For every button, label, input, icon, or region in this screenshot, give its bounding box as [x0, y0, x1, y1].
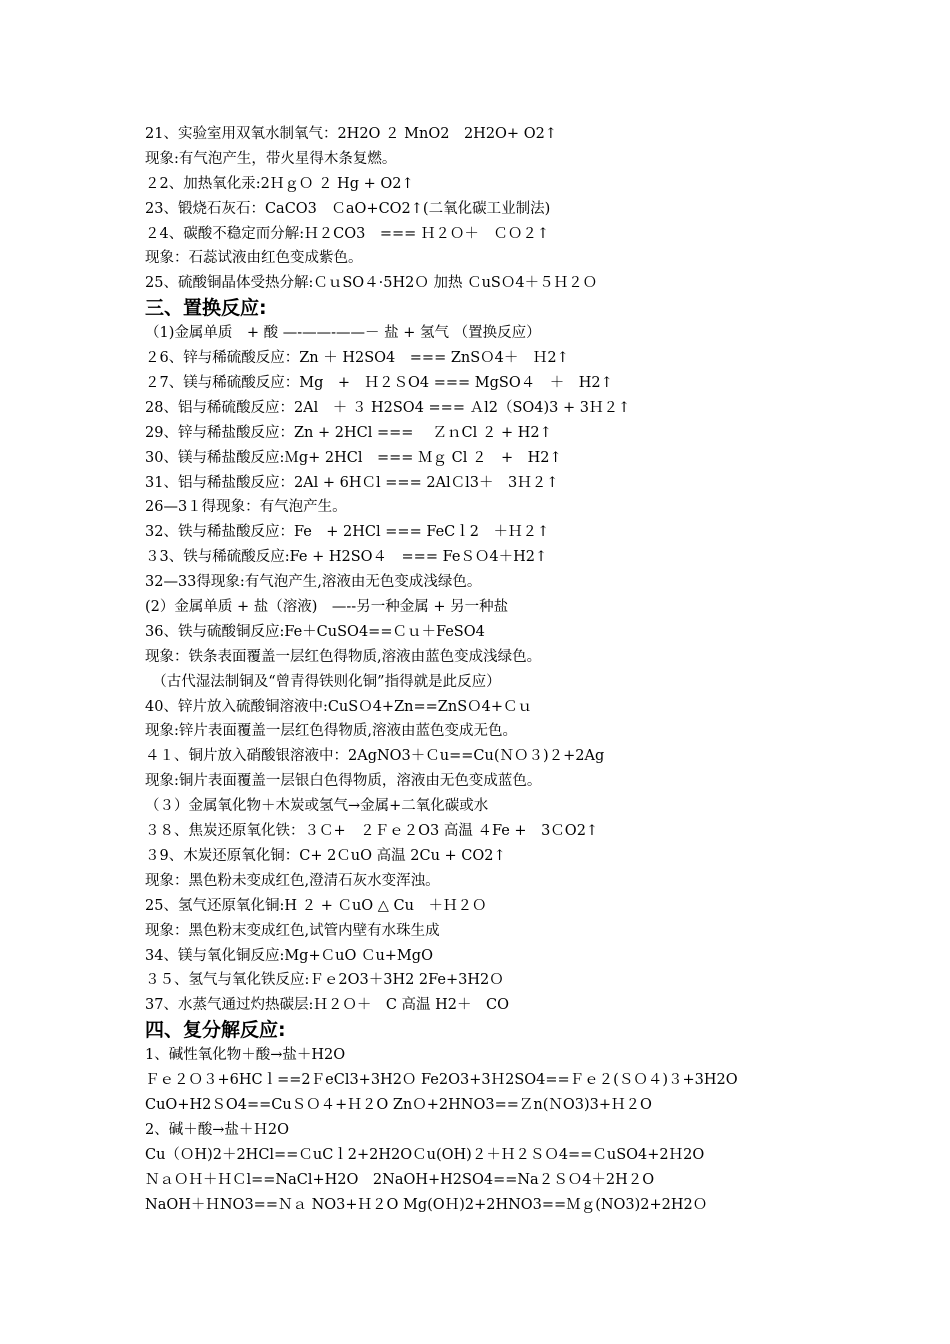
- text-line: 现象：铁条表面覆盖一层红色得物质,溶液由蓝色变成浅绿色。: [145, 648, 542, 665]
- text-line: ２6、锌与稀硫酸反应：Zn ＋ H2SO4 === ZnSＯ4＋ Ｈ2↑: [145, 350, 569, 367]
- text-line: 21、实验室用双氧水制氧气：2H2O ２ MnO2 2H2O+ O2↑: [145, 126, 557, 142]
- text-line: 32、铁与稀盐酸反应：Fe + 2HCl === FeCｌ2 ＋Ｈ２↑: [145, 524, 550, 541]
- text-line: 29、锌与稀盐酸反应：Zn + 2HCl === ＺｎCl ２ + H2↑: [145, 424, 552, 441]
- text-line: 现象:锌片表面覆盖一层红色得物质,溶液由蓝色变成无色。: [145, 723, 517, 740]
- text-line: ＮａＯＨ＋ＨＣl==NaCl+H2O 2NaOH+H2SO4==Na２ＳＯ4＋2H２O: [145, 1171, 655, 1188]
- text-line: 25、氢气还原氧化铜:H ２ + ＣuO △ Cu ＋Ｈ２Ｏ: [145, 897, 487, 914]
- text-line: ３3、铁与稀硫酸反应:Fe + H2SO４ === FeＳＯ4＋H2↑: [145, 549, 548, 566]
- text-line: 现象:有气泡产生，带火星得木条复燃。: [145, 150, 397, 167]
- text-line: ２4、碳酸不稳定而分解:Ｈ２CO3 === Ｈ２Ｏ＋ ＣＯ２↑: [145, 225, 550, 242]
- text-line: 23、锻烧石灰石：CaCO3 ＣaO+CO2↑(二氧化碳工业制法): [145, 200, 551, 217]
- text-line: （古代湿法制铜及“曾青得铁则化铜”指得就是此反应）: [145, 673, 501, 690]
- text-line: 2、碱＋酸→盐＋Ｈ2O: [145, 1121, 289, 1138]
- text-line: 37、水蒸气通过灼热碳层:Ｈ２Ｏ＋ C 高温 H2＋ CO: [145, 997, 509, 1014]
- text-line: ２2、加热氧化汞:2ＨｇＯ ２ Hg + O2↑: [145, 175, 414, 192]
- text-line: ３５、氢气与氧化铁反应:Ｆｅ2O3＋3H2 2Fe+3H2Ｏ: [145, 972, 504, 989]
- text-line: Cu（ＯH)2＋2HCl==ＣuCｌ2+2H2OＣu(OH)２＋Ｈ２ＳＯ4==ＣuSO4+2Ｈ2O: [145, 1146, 705, 1163]
- text-line: 26—3１得现象：有气泡产生。: [145, 499, 347, 516]
- document-page: [145, 122, 845, 1217]
- text-line: 31、铝与稀盐酸反应：2Al + 6HＣl === 2AlＣl3＋ 3Ｈ２↑: [145, 474, 559, 491]
- text-line: ４１、铜片放入硝酸银溶液中：2AgNO3＋Ｃu==Cu(ＮＯ３)２+2Ag: [145, 748, 605, 765]
- text-line: 34、镁与氧化铜反应:Mg+ＣuO Ｃu+MgO: [145, 947, 433, 964]
- text-line: CuO+H2ＳO4==CuＳＯ４+Ｈ２O ZnＯ+2HNO3==Ｚn(ＮO3)3+Ｈ２O: [145, 1096, 652, 1113]
- text-line: 现象:铜片表面覆盖一层银白色得物质，溶液由无色变成蓝色。: [145, 773, 542, 790]
- text-line: 现象：石蕊试液由红色变成紫色。: [145, 250, 363, 267]
- text-line: ３８、焦炭还原氧化铁：３Ｃ+ ２Ｆｅ２O3 高温 ４Fe + 3ＣO2↑: [145, 823, 599, 840]
- text-line: （３）金属氧化物＋木炭或氢气→金属+二氧化碳或水: [145, 798, 489, 815]
- section-heading: 四、复分解反应:: [145, 1019, 286, 1042]
- text-line: 现象：黑色粉末变成红色,试管内壁有水珠生成: [145, 922, 440, 939]
- text-line: Ｆｅ２Ｏ３+6HCｌ==2ＦeCl3+3H2Ｏ Fe2O3+3Ｈ2SO4==Ｆｅ２(ＳＯ４)３+3H2O: [145, 1072, 738, 1089]
- text-line: ３9、木炭还原氧化铜：C+ 2ＣuO 高温 2Cu + CO2↑: [145, 847, 506, 864]
- text-line: 28、铝与稀硫酸反应：2Al ＋ ３ H2SO4 === Ａl2（SO4)3 + 3Ｈ２↑: [145, 399, 631, 416]
- text-line: 40、锌片放入硫酸铜溶液中:CuSＯ4+Zn==ZnSＯ4+Ｃｕ: [145, 698, 533, 715]
- text-line: NaOH＋ＨNO3==Ｎａ NO3+Ｈ２O Mg(OＨ)2+2HNO3==Ｍｇ(NO3)2+2H2Ｏ: [145, 1196, 708, 1213]
- text-line: 现象：黑色粉未变成红色,澄清石灰水变浑浊。: [145, 872, 440, 889]
- text-line: （1)金属单质 + 酸 —-——-——－ 盐 + 氢气 （置换反应）: [145, 325, 541, 342]
- text-line: 32—33得现象:有气泡产生,溶液由无色变成浅绿色。: [145, 574, 482, 591]
- section-heading: 三、置换反应:: [145, 297, 267, 320]
- text-line: 25、硫酸铜晶体受热分解:ＣｕSO４·5H2Ｏ 加热 ＣuSＯ4＋５Ｈ２Ｏ: [145, 275, 598, 292]
- text-line: 1、碱性氧化物＋酸→盐＋H2O: [145, 1047, 346, 1064]
- text-line: ２7、镁与稀硫酸反应：Mg + Ｈ２ＳO4 === MgSO４ ＋ H2↑: [145, 375, 613, 392]
- text-line: 36、铁与硫酸铜反应:Fe＋CuSO4==Ｃｕ＋FeSO4: [145, 623, 485, 640]
- text-line: (2）金属单质 + 盐（溶液) —--另一种金属 + 另一种盐: [145, 599, 509, 616]
- text-line: 30、镁与稀盐酸反应:Ｍg+ 2HCl === Ｍｇ Cl ２ + H2↑: [145, 449, 562, 466]
